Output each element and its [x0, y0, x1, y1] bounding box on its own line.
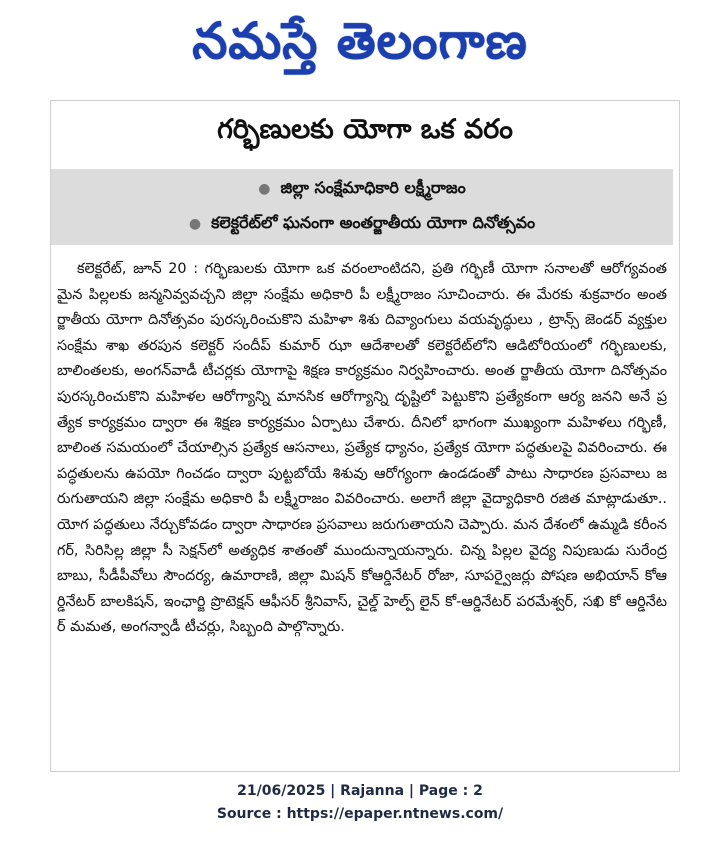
newspaper-logo: నమస్తే తెలంగాణ — [192, 12, 528, 70]
subheading-2-text: కలెక్టరేట్‌లో ఘనంగా అంతర్జాతీయ యోగా దినోత్సవం — [211, 213, 536, 232]
subheading-1 — [51, 177, 673, 200]
article-clipping — [50, 100, 680, 772]
masthead — [0, 0, 720, 82]
subheading-box — [51, 169, 673, 245]
bullet-icon: ● — [258, 181, 271, 197]
bullet-icon: ● — [188, 216, 202, 232]
article-body: కలెక్టరేట్, జూన్ 20 : గర్భిణులకు యోగా ఒక వరంలాంటిదని, ప్రతి గర్భిణీ యోగా సనాలతో ఆరోగ్యవంతమైన పిల్లలకు జన్మనివ్వవచ్చని జిల్లా సంక్షేమ అధికారి పీ లక్ష్మీరాజం సూచించారు. ఈ మేరకు శుక్రవారం అంతర్జాతీయ యోగా దినోత్సవం పురస్కరించుకొని మహిళా శిశు దివ్యాంగులు వయవృద్ధులు , ట్రాన్స్ జెండర్ వ్యక్తుల సంక్షేమ శాఖ తరపున కలెక్టర్ సందీప్ కుమార్ ఝా ఆదేశాలతో కలెక్టరేట్‌లోని ఆడిటోరియంలో గర్భిణులకు, బాలింతలకు, అంగన్‌వాడీ టీచర్లకు యోగాపై శిక్షణ కార్యక్రమం నిర్వహించారు. అంత ర్జాతీయ యోగా దినోత్సవం పురస్కరించుకొని మహిళల ఆరోగ్యాన్ని మానసిక ఆరోగ్యాన్ని దృష్టిలో పెట్టుకొని ప్రత్యేకంగా ఆర్య జనని అనే ప్రత్యేక కార్యక్రమం ద్వారా ఈ శిక్షణ కార్యక్రమం ఏర్పాటు చేశారు. దీనిలో భాగంగా ముఖ్యంగా మహిళలు గర్భిణీ, బాలింత సమయంలో చేయాల్సిన ప్రత్యేక ఆసనాలు, ప్రత్యేక ధ్యానం, ప్రత్యేక యోగా పద్ధతులపై వివరించారు. ఈ పద్ధతులను ఉపయో గించడం ద్వారా పుట్టబోయే శిశువు ఆరోగ్యంగా ఉండడంతో పాటు సాధారణ ప్రసవాలు జరుగుతాయని జిల్లా సంక్షేమ అధికారి పీ లక్ష్మీరాజం వివరించారు. అలాగే జిల్లా వైద్యాధికారి రజిత మాట్లాడుతూ.. యోగ పద్ధతులు నేర్చుకోవడం ద్వారా సాధారణ ప్రసవాలు జరుగుతాయని చెప్పారు. మన దేశంలో ఉమ్మడి కరీంనగర్, సిరిసిల్ల జిల్లా సీ సెక్షన్‌లో అత్యధిక శాతంతో ముందున్నాయన్నారు. చిన్న పిల్లల వైద్య నిపుణుడు సురేంద్రబాబు, సీడీపీవోలు సౌందర్య, ఉమారాణి, జిల్లా మిషన్ కోఆర్డినేటర్ రోజా, సూపర్వైజర్లు పోషణ అభియాన్ కోఆర్డినేటర్ బాలకిషన్, ఇంఛార్జి ప్రొటెక్షన్ ఆఫీసర్ శ్రీనివాస్, చైల్డ్ హెల్ప్ లైన్ కో-ఆర్డినేటర్ పరమేశ్వర్, సఖి కో ఆర్డినేటర్ మమత, అంగన్వాడీ టీచర్లు, సిబ్బంది పాల్గొన్నారు. — [57, 261, 667, 636]
footer-dateline: 21/06/2025 | Rajanna | Page : 2 — [237, 783, 483, 799]
footer-source: Source : https://epaper.ntnews.com/ — [216, 806, 504, 822]
subheading-1-text: జిల్లా సంక్షేమాధికారి లక్ష్మీరాజం — [280, 178, 466, 197]
subheading-2 — [51, 212, 673, 235]
article-headline: గర్భిణులకు యోగా ఒక వరం — [217, 114, 513, 145]
